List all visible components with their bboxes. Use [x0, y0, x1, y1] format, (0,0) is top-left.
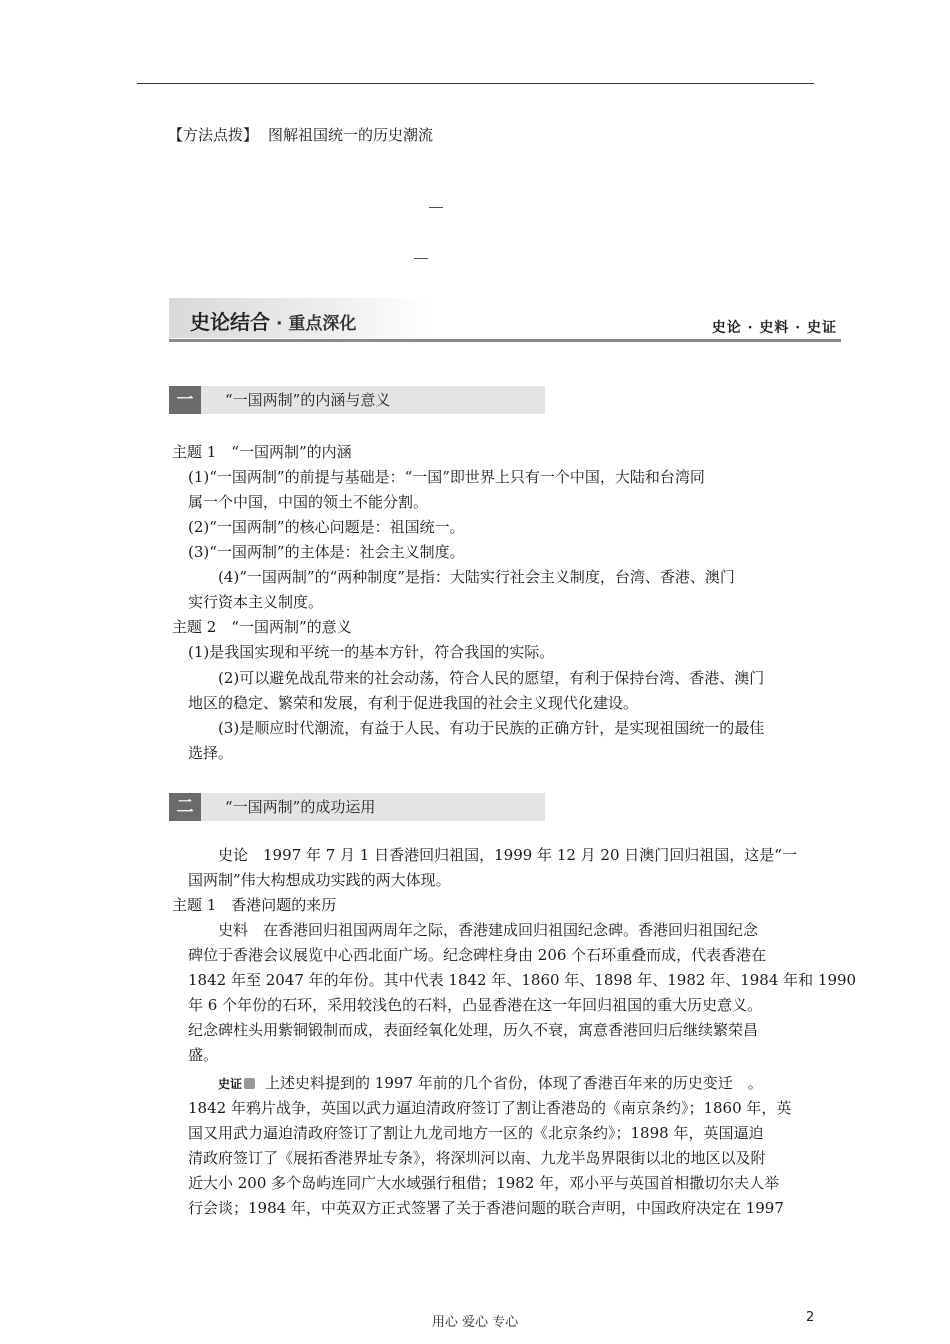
section-header-1 — [169, 386, 545, 414]
paragraph-line: (1)“一国两制”的前提与基础是：“一国”即世界上只有一个中国，大陆和台湾同 — [188, 468, 705, 486]
paragraph-line: 选择。 — [188, 744, 234, 762]
paragraph-line: 实行资本主义制度。 — [188, 593, 324, 611]
paragraph-line: (2)可以避免战乱带来的社会动荡，符合人民的愿望，有利于保持台湾、香港、澳门 — [218, 669, 765, 687]
evidence-intro: 上述史料提到的 1997 年前的几个省份，体现了香港百年来的历史变迁 。 — [265, 1074, 763, 1092]
method-tip — [168, 124, 433, 145]
paragraph-line: 主题 2 “一国两制”的意义 — [172, 618, 352, 636]
paragraph-line: 纪念碑柱头用紫铜锻制而成，表面经氧化处理，历久不衰，寓意香港回归后继续繁荣昌 — [188, 1021, 759, 1039]
banner-rule — [169, 339, 841, 342]
diagram-dash-2 — [414, 258, 428, 259]
section-title: “一国两制”的成功运用 — [225, 798, 376, 816]
paragraph-line: 史论 1997 年 7 月 1 日香港回归祖国，1999 年 12 月 20 日澳门回归祖国，这是“一 — [218, 846, 797, 864]
method-tip-label: 【方法点拨】 — [168, 126, 259, 144]
section-number: 二 — [169, 793, 201, 821]
paragraph-line: 地区的稳定、繁荣和发展，有利于促进我国的社会主义现代化建设。 — [188, 694, 639, 712]
evidence-tag: 史证 — [218, 1077, 243, 1091]
evidence-tag-icon — [244, 1078, 255, 1089]
paragraph-line: 国又用武力逼迫清政府签订了割让九龙司地方一区的《北京条约》；1898 年，英国逼迫 — [188, 1124, 764, 1142]
paragraph-line: 碑位于香港会议展览中心西北面广场。纪念碑柱身由 206 个石环重叠而成，代表香港在 — [188, 946, 767, 964]
paragraph-line: 属一个中国，中国的领土不能分割。 — [188, 493, 429, 511]
paragraph-line: 清政府签订了《展拓香港界址专条》，将深圳河以南、九龙半岛界限街以北的地区以及附 — [188, 1149, 766, 1167]
paragraph-line: 国两制”伟大构想成功实践的两大体现。 — [188, 871, 451, 889]
page-footer: 用心 爱心 专心 — [431, 1315, 519, 1330]
paragraph-line: 主题 1 “一国两制”的内涵 — [172, 443, 352, 461]
banner-right-label: 史论 · 史料 · 史证 — [711, 320, 837, 336]
paragraph-line: 主题 1 香港问题的来历 — [172, 896, 337, 914]
banner-subtitle: · 重点深化 — [276, 314, 357, 334]
section-header-2 — [169, 793, 545, 821]
top-rule — [137, 83, 814, 84]
paragraph-line: 1842 年至 2047 年的年份。其中代表 1842 年、1860 年、1898 年、1982 年、1984 年和 1990 — [188, 971, 857, 989]
banner-title — [190, 306, 356, 335]
section-number: 一 — [169, 386, 201, 414]
diagram-dash-1 — [429, 207, 443, 208]
paragraph-line: (4)“一国两制”的“两种制度”是指：大陆实行社会主义制度，台湾、香港、澳门 — [218, 568, 735, 586]
paragraph-line: (3)“一国两制”的主体是：社会主义制度。 — [188, 543, 465, 561]
section-title: “一国两制”的内涵与意义 — [225, 391, 391, 409]
paragraph-line: 行会谈；1984 年，中英双方正式签署了关于香港问题的联合声明，中国政府决定在 1997 — [188, 1199, 784, 1217]
method-tip-text: 图解祖国统一的历史潮流 — [268, 126, 434, 144]
paragraph-line: (1)是我国实现和平统一的基本方针，符合我国的实际。 — [188, 643, 555, 661]
evidence-line — [218, 1073, 763, 1094]
paragraph-line: (3)是顺应时代潮流，有益于人民、有功于民族的正确方针，是实现祖国统一的最佳 — [218, 719, 765, 737]
paragraph-line: (2)“一国两制”的核心问题是：祖国统一。 — [188, 518, 465, 536]
banner-title-text: 史论结合 — [190, 310, 270, 334]
paragraph-line: 盛。 — [188, 1046, 219, 1064]
paragraph-line: 史料 在香港回归祖国两周年之际，香港建成回归祖国纪念碑。香港回归祖国纪念 — [218, 921, 759, 939]
paragraph-line: 近大小 200 多个岛屿连同广大水域强行租借；1982 年，邓小平与英国首相撒切尔夫人举 — [188, 1174, 780, 1192]
paragraph-line: 1842 年鸦片战争，英国以武力逼迫清政府签订了割让香港岛的《南京条约》；1860 年，英 — [188, 1099, 792, 1117]
page-number: 2 — [806, 1310, 815, 1325]
paragraph-line: 年 6 个年份的石环，采用较浅色的石料，凸显香港在这一年回归祖国的重大历史意义。 — [188, 996, 763, 1014]
